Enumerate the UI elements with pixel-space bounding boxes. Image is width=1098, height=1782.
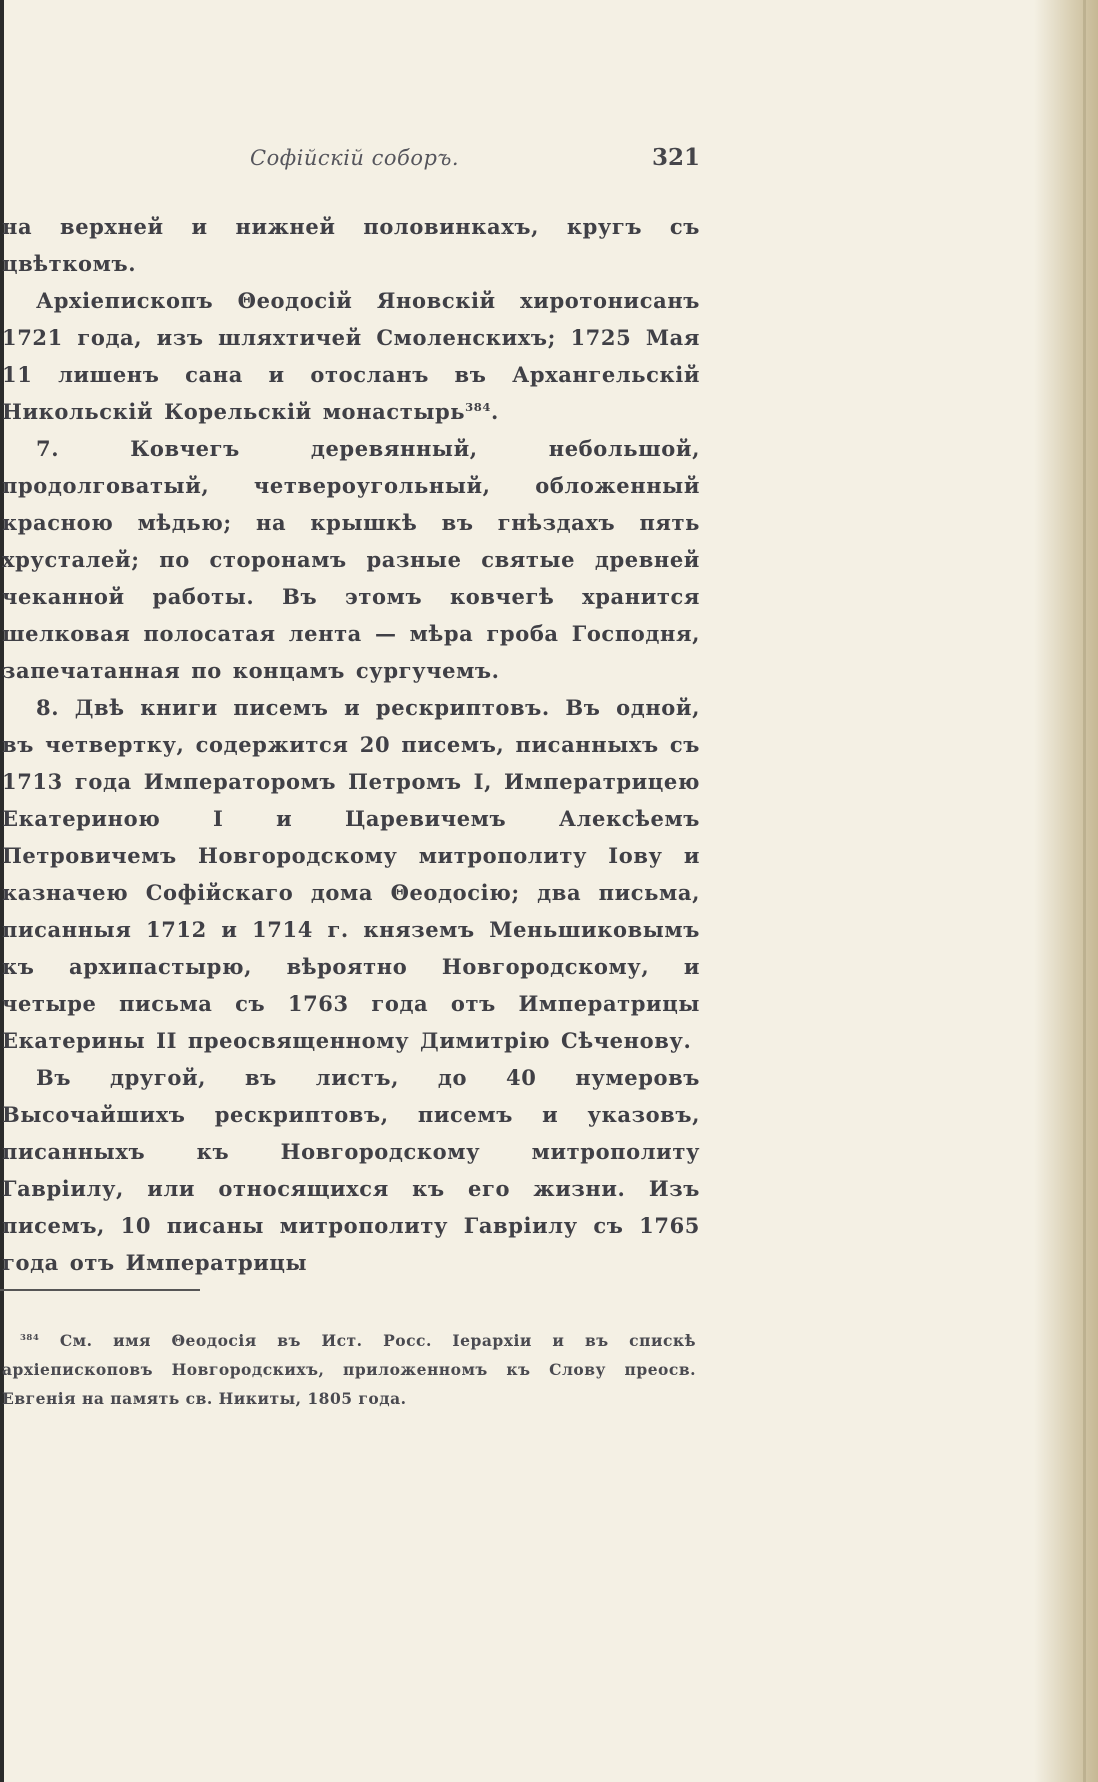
paragraph: 8. Двѣ книги писемъ и рескриптовъ. Въ одной, въ четвертку, содержится 20 писемъ, писанныхъ съ 1713 года Императоромъ Петромъ I, Императрицею Екатериною I и Царевичемъ Алексѣемъ Петровичемъ Новгородскому митрополиту Іову и казначею Софійскаго дома Θеодосію; два письма, писанныя 1712 и 1714 г. княземъ Меньшиковымъ къ архипастырю, вѣроятно Новгородскому, и четыре письма съ 1763 года отъ Императрицы Екатерины II преосвященному Димитрію Сѣченову. (2, 695, 700, 1053)
footnote (2, 1326, 696, 1413)
footnote-marker: 384 (20, 1332, 40, 1343)
paragraph: 7. Ковчегъ деревянный, небольшой, продолговатый, четвероугольный, обложенный красною мѣдью; на крышкѣ въ гнѣздахъ пять хрусталей; по сторонамъ разные святые древней чеканной работы. Въ этомъ ковчегѣ хранится шелковая полосатая лента — мѣра гроба Господня, запечатанная по концамъ сургучемъ. (2, 436, 700, 683)
paragraph: на верхней и нижней половинкахъ, кругъ съ цвѣткомъ. (2, 214, 700, 276)
footnote-rule (0, 1289, 200, 1291)
running-title: Софійскій соборъ. (250, 146, 460, 170)
page-gutter-shadow (1034, 0, 1098, 1782)
page-header (0, 146, 700, 180)
main-text (2, 208, 700, 1281)
footnote-reference: 384 (465, 400, 492, 414)
page-spine (1083, 0, 1086, 1782)
paragraph: Архіепископъ Θеодосій Яновскій хиротонисанъ 1721 года, изъ шляхтичей Смоленскихъ; 1725 Мая 11 лишенъ сана и отосланъ въ Архангельскій Никольскій Корельскій монастырь$^{384}$. (2, 288, 700, 424)
page-number: 321 (651, 144, 700, 171)
footnote-text: См. имя Θеодосія въ Ист. Росс. Іерархіи и въ спискѣ архіепископовъ Новгородскихъ, приложенномъ къ Слову преосв. Евгенія на память св. Никиты, 1805 года. (2, 1331, 696, 1408)
paragraph: Въ другой, въ листъ, до 40 нумеровъ Высочайшихъ рескриптовъ, писемъ и указовъ, писанныхъ къ Новгородскому митрополиту Гавріилу, или относящихся къ его жизни. Изъ писемъ, 10 писаны митрополиту Гавріилу съ 1765 года отъ Императрицы (2, 1065, 700, 1275)
